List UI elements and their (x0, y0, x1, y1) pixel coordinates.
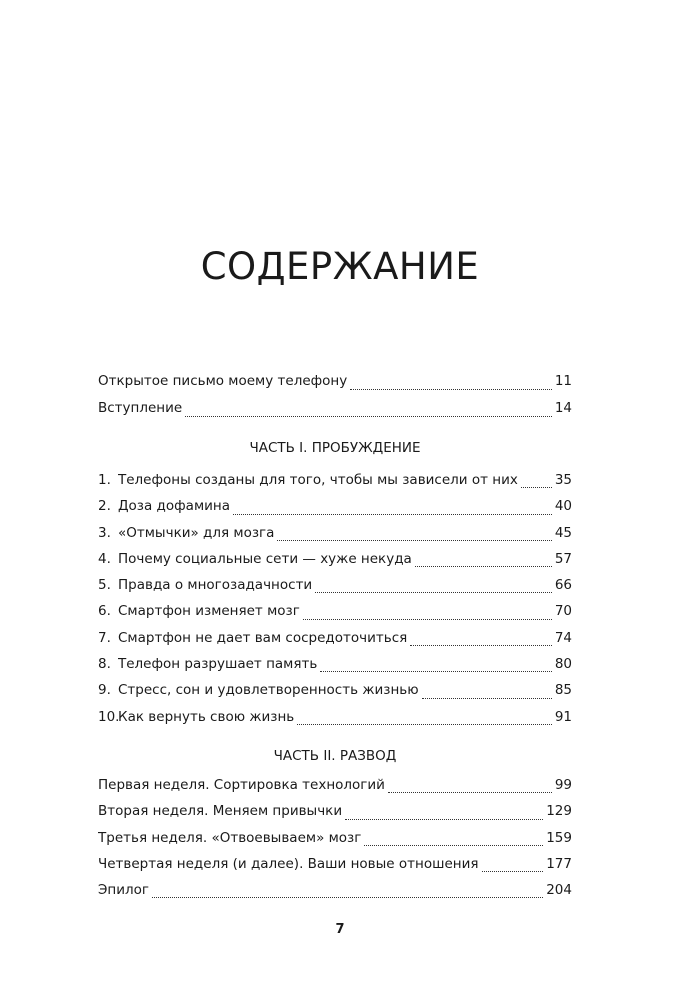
toc-entry-page: 177 (546, 855, 572, 872)
chapter-number: 5. (98, 577, 111, 594)
toc-entry-chapter-4 (98, 549, 572, 575)
chapter-number: 3. (98, 524, 111, 541)
toc-entry-label: Четвертая неделя (и далее). Ваши новые отношения (98, 855, 479, 872)
toc-entry-page: 70 (554, 603, 572, 620)
dot-leader (521, 486, 552, 488)
dot-leader (410, 644, 552, 646)
chapter-number: 10. (98, 708, 120, 725)
dot-leader (277, 539, 551, 541)
toc-entry-label: Третья неделя. «Отвоевываем» мозг (98, 829, 362, 846)
toc-entry-page: 204 (546, 882, 572, 899)
toc-entry-label: Телефон разрушает память (118, 656, 318, 673)
toc-entry-label: Первая неделя. Сортировка технологий (98, 776, 385, 793)
table-of-contents (98, 371, 572, 906)
toc-entry-label: Доза дофамина (118, 498, 231, 515)
toc-entry-week-1 (98, 775, 572, 801)
toc-entry-page: 80 (554, 656, 572, 673)
toc-entry-chapter-3 (98, 523, 572, 549)
toc-entry-label: Вступление (98, 400, 183, 416)
dot-leader (152, 896, 543, 898)
dot-leader (303, 618, 552, 620)
toc-entry-week-3 (98, 828, 572, 854)
dot-leader (185, 415, 552, 417)
toc-entry-chapter-1 (98, 470, 572, 496)
chapter-number: 8. (98, 656, 111, 673)
part-2-heading: ЧАСТЬ II. РАЗВОД (273, 747, 397, 764)
chapter-number: 2. (98, 498, 111, 515)
toc-entry-label: Эпилог (98, 882, 150, 899)
toc-entry-chapter-5 (98, 575, 572, 601)
toc-entry-introduction (98, 398, 572, 425)
toc-entry-label: Смартфон не дает вам сосредоточиться (118, 629, 408, 646)
toc-entry-label: Стресс, сон и удовлетворенность жизнью (118, 682, 419, 699)
chapter-number: 6. (98, 603, 111, 620)
toc-entry-page: 85 (554, 682, 572, 699)
toc-entry-page: 99 (554, 776, 572, 793)
dot-leader (350, 388, 552, 390)
dot-leader (422, 697, 552, 699)
dot-leader (233, 513, 552, 515)
dot-leader (415, 565, 552, 567)
toc-entry-label: Открытое письмо моему телефону (98, 373, 348, 389)
toc-entry-chapter-8 (98, 654, 572, 680)
toc-entry-week-4 (98, 854, 572, 880)
toc-entry-week-2 (98, 801, 572, 827)
dot-leader (315, 591, 552, 593)
toc-entry-page: 66 (554, 577, 572, 594)
toc-entry-page: 35 (554, 472, 572, 488)
toc-entry-page: 159 (546, 829, 572, 846)
toc-entry-chapter-6 (98, 601, 572, 627)
page-title: СОДЕРЖАНИЕ (200, 245, 480, 288)
toc-entry-page: 40 (554, 498, 572, 515)
toc-entry-chapter-7 (98, 628, 572, 654)
toc-entry-label: Почему социальные сети — хуже некуда (118, 550, 412, 567)
toc-entry-chapter-9 (98, 680, 572, 706)
dot-leader (388, 791, 552, 793)
toc-entry-page: 45 (554, 524, 572, 541)
chapter-number: 4. (98, 550, 111, 567)
part-1-heading: ЧАСТЬ I. ПРОБУЖДЕНИЕ (249, 440, 421, 456)
toc-entry-label: «Отмычки» для мозга (118, 524, 275, 541)
toc-entry-page: 129 (546, 803, 572, 820)
dot-leader (297, 723, 552, 725)
toc-entry-page: 14 (554, 400, 572, 416)
toc-entry-page: 11 (554, 373, 572, 389)
toc-entry-label: Вторая неделя. Меняем привычки (98, 803, 343, 820)
toc-entry-chapter-10 (98, 707, 572, 733)
chapter-number: 9. (98, 682, 111, 699)
toc-entry-chapter-2 (98, 496, 572, 522)
dot-leader (364, 844, 543, 846)
page-number: 7 (335, 922, 345, 937)
toc-entry-epilogue (98, 880, 572, 906)
toc-entry-page: 91 (554, 708, 572, 725)
dot-leader (345, 818, 543, 820)
toc-entry-page: 74 (554, 629, 572, 646)
chapter-number: 1. (98, 472, 111, 488)
chapter-number: 7. (98, 629, 111, 646)
toc-entry-label: Как вернуть свою жизнь (118, 708, 295, 725)
dot-leader (320, 670, 552, 672)
toc-entry-open-letter (98, 371, 572, 398)
toc-entry-page: 57 (554, 550, 572, 567)
toc-entry-label: Правда о многозадачности (118, 577, 313, 594)
toc-entry-label: Смартфон изменяет мозг (118, 603, 300, 620)
dot-leader (482, 870, 544, 872)
toc-entry-label: Телефоны созданы для того, чтобы мы зависели от них (118, 472, 518, 488)
